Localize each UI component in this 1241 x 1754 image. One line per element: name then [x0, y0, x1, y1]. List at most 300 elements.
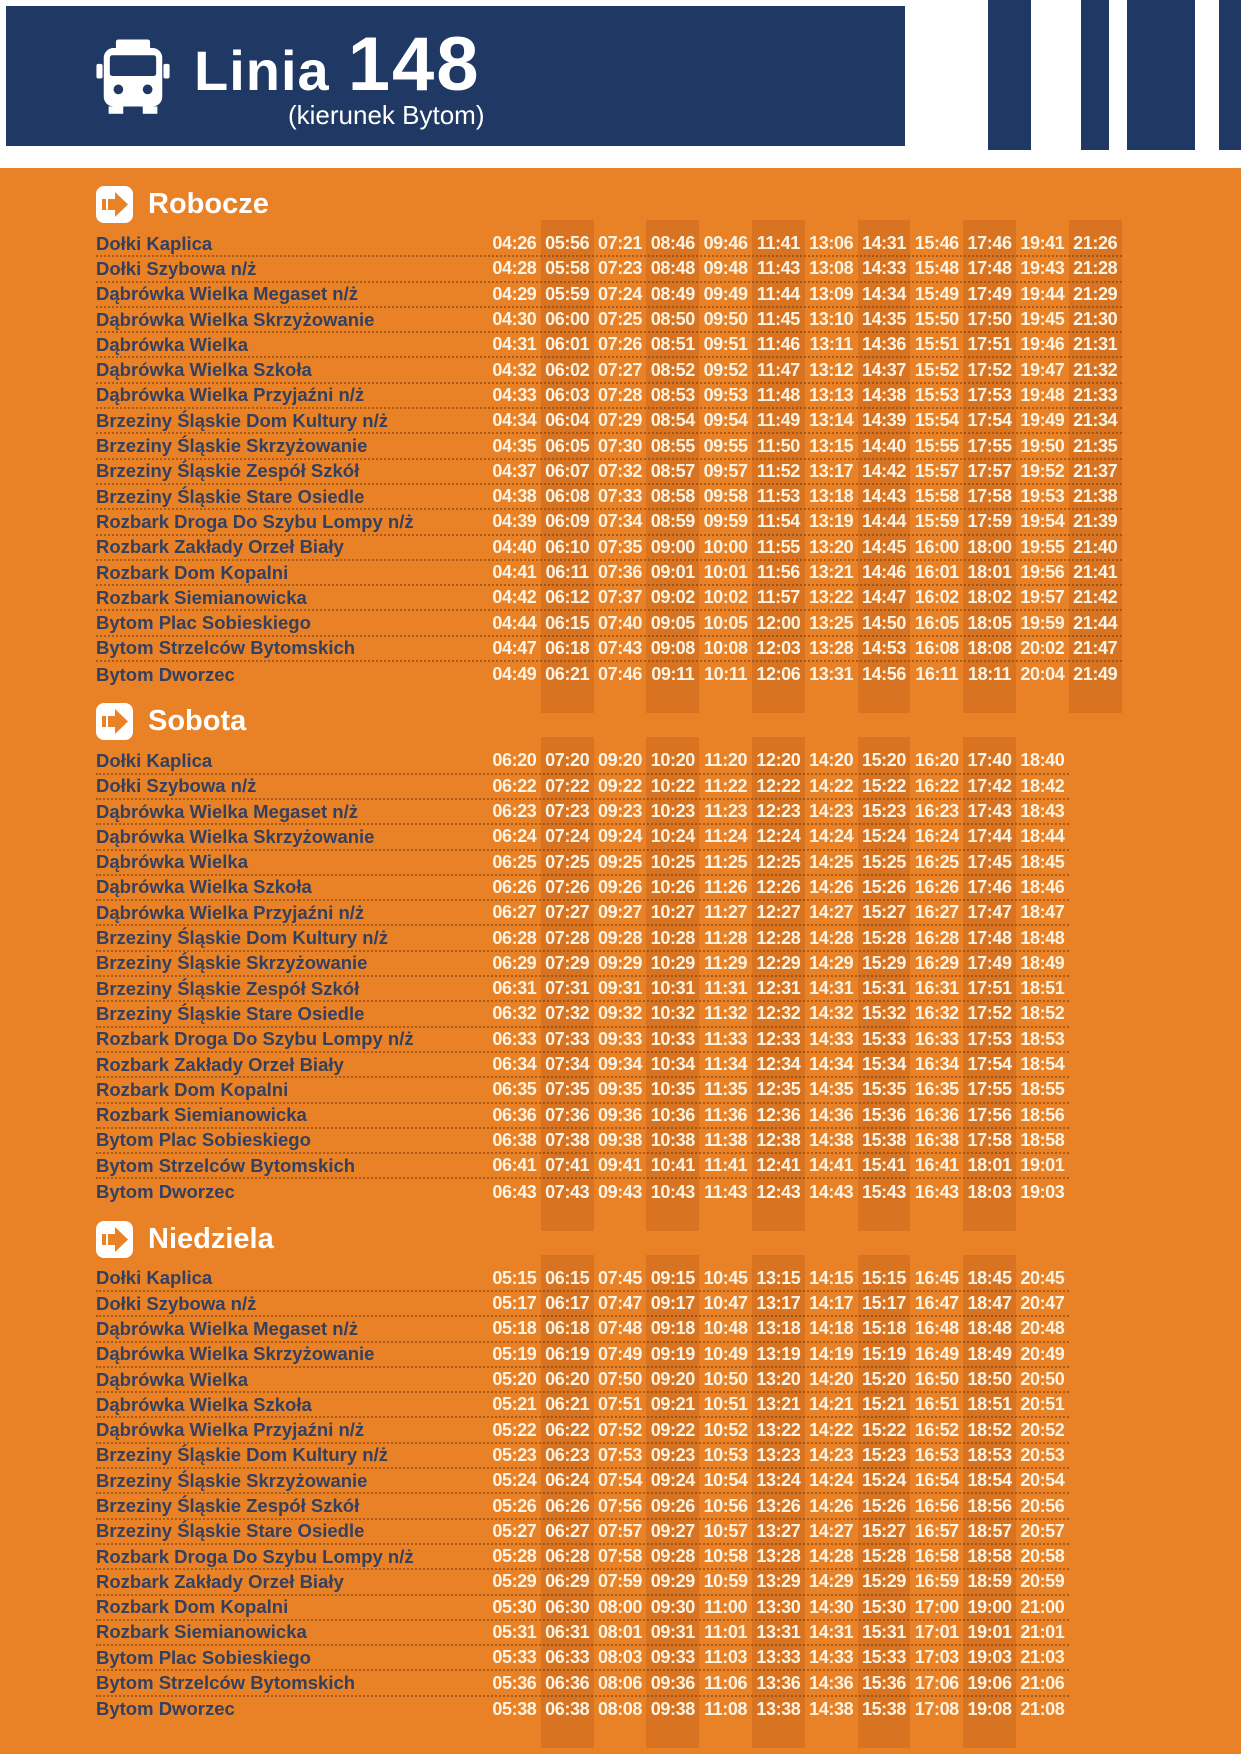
departure-time: 09:34 — [597, 1054, 643, 1075]
departure-time: 15:31 — [861, 1621, 906, 1642]
departure-time: 06:35 — [492, 1079, 537, 1100]
departure-time: 06:15 — [545, 1267, 590, 1288]
departure-time: 09:26 — [597, 876, 643, 897]
departure-time: 20:49 — [1020, 1343, 1065, 1364]
departure-time: 16:41 — [914, 1155, 959, 1176]
departure-time: 18:03 — [967, 1181, 1012, 1202]
timetable-row — [96, 1596, 1069, 1621]
departure-time: 18:56 — [967, 1495, 1012, 1516]
departure-time: 14:53 — [861, 637, 906, 658]
departure-time: 06:38 — [492, 1129, 537, 1150]
departure-time: 11:22 — [704, 775, 748, 796]
stop-name: Brzeziny Śląskie Dom Kultury n/ż — [96, 927, 388, 949]
departure-time: 17:06 — [914, 1672, 959, 1693]
departure-time: 12:32 — [756, 1003, 801, 1024]
departure-time: 11:00 — [704, 1596, 748, 1617]
departure-time: 15:41 — [861, 1155, 906, 1176]
departure-time: 07:36 — [545, 1104, 590, 1125]
departure-time: 11:55 — [756, 536, 800, 557]
departure-time: 10:56 — [703, 1495, 748, 1516]
departure-time: 11:57 — [756, 587, 800, 608]
timetable-section — [96, 703, 1241, 1204]
departure-time: 04:39 — [492, 511, 537, 532]
line-label: Linia — [194, 39, 330, 102]
departure-time: 07:54 — [597, 1470, 643, 1491]
section-rows — [96, 749, 1069, 1204]
departure-time: 16:34 — [914, 1054, 959, 1075]
section-rows — [96, 1267, 1069, 1722]
departure-time: 07:29 — [597, 410, 643, 431]
departure-time: 09:55 — [703, 435, 748, 456]
departure-time: 08:58 — [650, 486, 695, 507]
line-direction: (kierunek Bytom) — [288, 100, 485, 130]
departure-time: 11:45 — [756, 309, 800, 330]
departure-time: 06:04 — [545, 410, 590, 431]
timetable-row — [96, 536, 1122, 561]
departure-time: 14:50 — [861, 612, 906, 633]
departure-time: 06:29 — [545, 1571, 590, 1592]
departure-time: 09:22 — [597, 775, 643, 796]
timetable-row — [96, 1317, 1069, 1342]
departure-time: 16:01 — [914, 562, 959, 582]
stop-name: Brzeziny Śląskie Zespół Szkół — [96, 977, 360, 999]
departure-time: 08:06 — [597, 1672, 643, 1693]
timetable-row — [96, 1621, 1069, 1646]
departure-time: 14:40 — [861, 435, 906, 456]
departure-time: 15:28 — [861, 927, 906, 948]
departure-time: 09:58 — [703, 486, 748, 507]
departure-time: 17:49 — [967, 283, 1012, 304]
departure-time: 15:53 — [914, 384, 959, 405]
timetable-row — [96, 825, 1069, 850]
departure-time: 16:35 — [914, 1079, 959, 1100]
departure-time: 17:58 — [967, 1129, 1012, 1150]
departure-time: 05:19 — [492, 1343, 537, 1364]
departure-time: 21:06 — [1020, 1672, 1065, 1693]
departure-time: 11:43 — [756, 258, 800, 279]
departure-time: 18:05 — [967, 612, 1012, 633]
departure-time: 06:28 — [492, 927, 537, 948]
departure-time: 15:38 — [861, 1698, 906, 1719]
departure-time: 06:05 — [545, 435, 590, 456]
timetable-row — [96, 749, 1069, 774]
departure-time: 09:50 — [703, 309, 748, 330]
departure-time: 16:02 — [914, 587, 959, 608]
departure-time: 09:25 — [597, 851, 643, 872]
departure-time: 07:47 — [597, 1293, 643, 1314]
departure-time: 10:48 — [703, 1318, 748, 1339]
departure-time: 09:38 — [650, 1698, 695, 1719]
departure-time: 06:31 — [545, 1621, 590, 1642]
departure-time: 16:58 — [914, 1546, 959, 1567]
departure-time: 14:25 — [809, 851, 854, 872]
departure-time: 07:57 — [597, 1520, 643, 1541]
departure-time: 07:27 — [597, 359, 643, 380]
departure-time: 12:20 — [756, 750, 801, 771]
departure-time: 15:23 — [861, 801, 906, 822]
departure-time: 21:28 — [1073, 258, 1118, 279]
departure-time: 09:15 — [650, 1267, 695, 1288]
departure-time: 19:06 — [967, 1672, 1012, 1693]
departure-time: 19:01 — [967, 1621, 1012, 1642]
departure-time: 06:36 — [492, 1104, 537, 1125]
departure-time: 14:28 — [809, 927, 854, 948]
departure-time: 11:43 — [704, 1181, 748, 1202]
departure-time: 16:27 — [914, 902, 959, 923]
departure-time: 15:28 — [861, 1546, 906, 1567]
departure-time: 10:53 — [703, 1444, 748, 1465]
departure-time: 19:57 — [1020, 587, 1065, 608]
departure-time: 13:17 — [809, 460, 854, 481]
departure-time: 15:54 — [914, 410, 959, 431]
departure-time: 07:48 — [597, 1318, 643, 1339]
departure-time: 12:26 — [756, 876, 801, 897]
timetable-row — [96, 977, 1069, 1002]
departure-time: 14:31 — [809, 978, 854, 999]
departure-time: 09:41 — [597, 1155, 643, 1176]
departure-time: 20:57 — [1020, 1520, 1065, 1541]
departure-time: 06:20 — [545, 1369, 590, 1390]
timetable-row — [96, 611, 1122, 636]
stop-name: Rozbark Droga Do Szybu Lompy n/ż — [96, 510, 414, 532]
departure-time: 16:11 — [915, 664, 959, 685]
departure-time: 11:36 — [704, 1104, 748, 1125]
departure-time: 17:46 — [967, 876, 1012, 897]
departure-time: 06:31 — [492, 978, 537, 999]
departure-time: 09:20 — [650, 1369, 695, 1390]
departure-time: 16:28 — [914, 927, 959, 948]
departure-time: 10:27 — [650, 902, 695, 923]
departure-time: 06:15 — [545, 612, 590, 633]
departure-time: 10:23 — [650, 801, 695, 822]
departure-time: 13:17 — [756, 1293, 801, 1314]
departure-time: 17:03 — [914, 1647, 959, 1668]
departure-time: 17:01 — [914, 1621, 959, 1642]
departure-time: 20:47 — [1020, 1293, 1065, 1314]
departure-time: 06:22 — [545, 1419, 590, 1440]
departure-time: 09:18 — [650, 1318, 695, 1339]
departure-time: 13:15 — [756, 1267, 801, 1288]
departure-time: 09:51 — [703, 334, 748, 355]
departure-time: 12:31 — [756, 978, 801, 999]
departure-time: 06:38 — [545, 1698, 590, 1719]
departure-time: 13:06 — [809, 233, 854, 254]
departure-time: 06:33 — [492, 1028, 537, 1049]
departure-time: 21:47 — [1073, 637, 1118, 658]
departure-time: 10:52 — [703, 1419, 748, 1440]
departure-time: 08:08 — [597, 1698, 643, 1719]
departure-time: 18:54 — [967, 1470, 1012, 1491]
departure-time: 10:34 — [650, 1054, 695, 1075]
departure-time: 07:28 — [597, 384, 643, 405]
departure-time: 14:23 — [809, 801, 854, 822]
departure-time: 04:35 — [492, 435, 537, 456]
departure-time: 17:08 — [914, 1698, 959, 1719]
departure-time: 09:33 — [650, 1647, 695, 1668]
departure-time: 19:54 — [1020, 511, 1065, 532]
departure-time: 10:24 — [650, 826, 695, 847]
departure-time: 14:34 — [809, 1054, 854, 1075]
departure-time: 07:34 — [545, 1054, 590, 1075]
departure-time: 18:53 — [1020, 1028, 1065, 1049]
departure-time: 15:29 — [861, 952, 906, 973]
departure-time: 11:24 — [704, 826, 748, 847]
departure-time: 20:59 — [1020, 1571, 1065, 1592]
departure-time: 09:49 — [703, 283, 748, 304]
departure-time: 09:02 — [650, 587, 695, 608]
stop-name: Dąbrówka Wielka Megaset n/ż — [96, 800, 358, 822]
stop-name: Bytom Plac Sobieskiego — [96, 612, 311, 634]
timetable-row — [96, 1393, 1069, 1418]
departure-time: 12:22 — [756, 775, 801, 796]
departure-time: 09:36 — [597, 1104, 643, 1125]
departure-time: 07:56 — [597, 1495, 643, 1516]
stop-name: Dąbrówka Wielka Megaset n/ż — [96, 1317, 358, 1339]
departure-time: 17:54 — [967, 1054, 1012, 1075]
departure-time: 06:41 — [492, 1155, 537, 1176]
departure-time: 04:42 — [492, 587, 537, 608]
departure-time: 13:08 — [809, 258, 854, 279]
timetable-row — [96, 1469, 1069, 1494]
departure-time: 21:42 — [1073, 587, 1118, 608]
departure-time: 11:27 — [704, 902, 748, 923]
departure-time: 18:11 — [968, 664, 1012, 685]
departure-time: 14:38 — [861, 384, 906, 405]
departure-time: 16:26 — [914, 876, 959, 897]
departure-time: 15:27 — [861, 902, 906, 923]
departure-time: 06:23 — [492, 801, 537, 822]
departure-time: 15:22 — [861, 1419, 906, 1440]
departure-time: 14:26 — [809, 1495, 854, 1516]
departure-time: 14:31 — [861, 233, 906, 254]
departure-time: 14:36 — [809, 1104, 854, 1125]
timetable-row — [96, 460, 1122, 485]
departure-time: 13:31 — [756, 1621, 801, 1642]
departure-time: 14:38 — [809, 1129, 854, 1150]
timetable-row — [96, 232, 1122, 257]
departure-time: 14:41 — [809, 1155, 854, 1176]
departure-time: 07:40 — [597, 612, 643, 633]
stop-name: Dołki Kaplica — [96, 749, 213, 771]
header-banner — [6, 6, 905, 146]
departure-time: 07:33 — [545, 1028, 590, 1049]
timetable-row — [96, 358, 1122, 383]
stop-name: Rozbark Siemianowicka — [96, 1621, 307, 1643]
departure-time: 15:19 — [861, 1343, 906, 1364]
departure-time: 10:32 — [650, 1003, 695, 1024]
departure-time: 06:18 — [545, 637, 590, 658]
departure-time: 10:45 — [703, 1267, 748, 1288]
departure-time: 10:20 — [650, 750, 695, 771]
departure-time: 16:50 — [914, 1369, 959, 1390]
departure-time: 18:58 — [1020, 1129, 1065, 1150]
timetable-row — [96, 1368, 1069, 1393]
timetable-section — [96, 1221, 1241, 1722]
stop-name: Brzeziny Śląskie Skrzyżowanie — [96, 1469, 368, 1491]
departure-time: 07:45 — [597, 1267, 643, 1288]
stop-name: Bytom Dworzec — [96, 1181, 235, 1203]
departure-time: 07:51 — [597, 1394, 643, 1415]
departure-time: 14:21 — [809, 1394, 854, 1415]
departure-time: 04:32 — [492, 359, 537, 380]
timetable-row — [96, 1129, 1069, 1154]
timetable-row — [96, 1154, 1069, 1179]
departure-time: 20:02 — [1020, 637, 1065, 658]
departure-time: 11:23 — [704, 801, 748, 822]
stop-name: Brzeziny Śląskie Dom Kultury n/ż — [96, 409, 388, 431]
departure-time: 05:28 — [492, 1546, 537, 1567]
departure-time: 15:30 — [861, 1596, 906, 1617]
departure-time: 15:21 — [861, 1394, 906, 1415]
departure-time: 19:52 — [1020, 460, 1065, 481]
departure-time: 10:59 — [703, 1571, 748, 1592]
departure-time: 14:23 — [809, 1444, 854, 1465]
departure-time: 06:20 — [492, 750, 537, 771]
departure-time: 11:31 — [704, 978, 748, 999]
stop-name: Dąbrówka Wielka Szkoła — [96, 1393, 312, 1415]
departure-time: 04:33 — [492, 384, 537, 405]
departure-time: 07:25 — [597, 309, 643, 330]
timetable-row — [96, 1053, 1069, 1078]
departure-time: 06:02 — [545, 359, 590, 380]
departure-time: 09:33 — [597, 1028, 643, 1049]
departure-time: 21:08 — [1020, 1698, 1065, 1719]
departure-time: 07:37 — [597, 587, 643, 608]
stop-name: Dołki Szybowa n/ż — [96, 257, 257, 279]
timetable-row — [96, 901, 1069, 926]
departure-time: 13:19 — [809, 511, 854, 532]
departure-time: 14:36 — [861, 334, 906, 355]
departure-time: 09:20 — [597, 750, 643, 771]
departure-time: 13:26 — [756, 1495, 801, 1516]
departure-time: 12:03 — [756, 637, 801, 658]
departure-time: 05:20 — [492, 1369, 537, 1390]
departure-time: 06:30 — [545, 1596, 590, 1617]
departure-time: 17:52 — [967, 1003, 1012, 1024]
timetable-row — [96, 283, 1122, 308]
departure-time: 13:33 — [756, 1647, 801, 1668]
stop-name: Dołki Kaplica — [96, 1267, 213, 1289]
departure-time: 17:55 — [967, 435, 1012, 456]
stop-name: Dąbrówka Wielka Przyjaźni n/ż — [96, 901, 365, 923]
departure-time: 15:46 — [914, 233, 959, 254]
departure-time: 10:29 — [650, 952, 695, 973]
timetable-row — [96, 775, 1069, 800]
departure-time: 14:33 — [861, 258, 906, 279]
line-title — [194, 21, 485, 131]
departure-time: 05:26 — [492, 1495, 537, 1516]
section-rows — [96, 232, 1122, 687]
departure-time: 06:18 — [545, 1318, 590, 1339]
departure-time: 15:51 — [914, 334, 959, 355]
departure-time: 12:29 — [756, 952, 801, 973]
timetable-row — [96, 1002, 1069, 1027]
departure-time: 14:30 — [809, 1596, 854, 1617]
departure-time: 04:34 — [492, 410, 537, 431]
section-title: Robocze — [148, 188, 269, 220]
departure-time: 15:20 — [861, 1369, 906, 1390]
departure-time: 15:32 — [861, 1003, 906, 1024]
departure-time: 16:20 — [914, 750, 959, 771]
departure-time: 04:37 — [492, 460, 537, 481]
timetable-row — [96, 561, 1122, 586]
departure-time: 14:39 — [861, 410, 906, 431]
departure-time: 13:11 — [809, 334, 853, 355]
departure-time: 14:28 — [809, 1546, 854, 1567]
departure-time: 07:41 — [545, 1155, 590, 1176]
departure-time: 14:20 — [809, 750, 854, 771]
departure-time: 18:45 — [967, 1267, 1012, 1288]
departure-time: 17:48 — [967, 927, 1012, 948]
departure-time: 16:00 — [914, 536, 959, 557]
departure-time: 14:17 — [809, 1293, 854, 1314]
timetable-row — [96, 257, 1122, 282]
departure-time: 10:05 — [703, 612, 748, 633]
departure-time: 10:33 — [650, 1028, 695, 1049]
departure-time: 15:27 — [861, 1520, 906, 1541]
timetable-row — [96, 586, 1122, 611]
departure-time: 17:58 — [967, 486, 1012, 507]
departure-time: 12:24 — [756, 826, 801, 847]
departure-time: 14:32 — [809, 1003, 854, 1024]
stop-name: Brzeziny Śląskie Stare Osiedle — [96, 1002, 365, 1024]
departure-time: 15:33 — [861, 1647, 906, 1668]
timetable-row — [96, 333, 1122, 358]
departure-time: 07:29 — [545, 952, 590, 973]
departure-time: 09:19 — [650, 1343, 695, 1364]
page-header — [0, 0, 1241, 150]
departure-time: 09:30 — [650, 1596, 695, 1617]
departure-time: 06:27 — [492, 902, 537, 923]
departure-time: 04:41 — [492, 562, 537, 582]
timetable-section — [96, 186, 1241, 687]
departure-time: 05:22 — [492, 1419, 537, 1440]
stop-name: Rozbark Zakłady Orzeł Biały — [96, 1570, 344, 1592]
stop-name: Bytom Plac Sobieskiego — [96, 1129, 311, 1151]
departure-time: 13:27 — [756, 1520, 801, 1541]
departure-time: 13:13 — [809, 384, 854, 405]
timetable-row — [96, 876, 1069, 901]
stop-name: Bytom Strzelców Bytomskich — [96, 1672, 356, 1694]
departure-time: 10:25 — [650, 851, 695, 872]
departure-time: 13:10 — [809, 309, 854, 330]
departure-time: 11:26 — [704, 876, 748, 897]
departure-time: 08:48 — [650, 258, 695, 279]
stop-name: Rozbark Siemianowicka — [96, 1104, 307, 1126]
departure-time: 13:28 — [809, 637, 854, 658]
departure-time: 07:27 — [545, 902, 590, 923]
departure-time: 06:21 — [545, 664, 590, 685]
departure-time: 15:55 — [914, 435, 959, 456]
departure-time: 07:30 — [597, 435, 643, 456]
stop-name: Bytom Plac Sobieskiego — [96, 1646, 311, 1668]
departure-time: 18:53 — [967, 1444, 1012, 1465]
departure-time: 15:33 — [861, 1028, 906, 1049]
departure-time: 14:44 — [861, 511, 906, 532]
stop-name: Rozbark Zakłady Orzeł Biały — [96, 536, 344, 558]
departure-time: 07:50 — [597, 1369, 643, 1390]
departure-time: 07:24 — [545, 826, 590, 847]
timetable-row — [96, 926, 1069, 951]
departure-time: 14:38 — [809, 1698, 854, 1719]
departure-time: 17:46 — [967, 233, 1012, 254]
departure-time: 13:22 — [756, 1419, 801, 1440]
departure-time: 18:51 — [967, 1394, 1012, 1415]
departure-time: 16:47 — [914, 1293, 959, 1314]
departure-time: 06:28 — [545, 1546, 590, 1567]
departure-time: 13:23 — [756, 1444, 801, 1465]
departure-time: 15:26 — [861, 876, 906, 897]
